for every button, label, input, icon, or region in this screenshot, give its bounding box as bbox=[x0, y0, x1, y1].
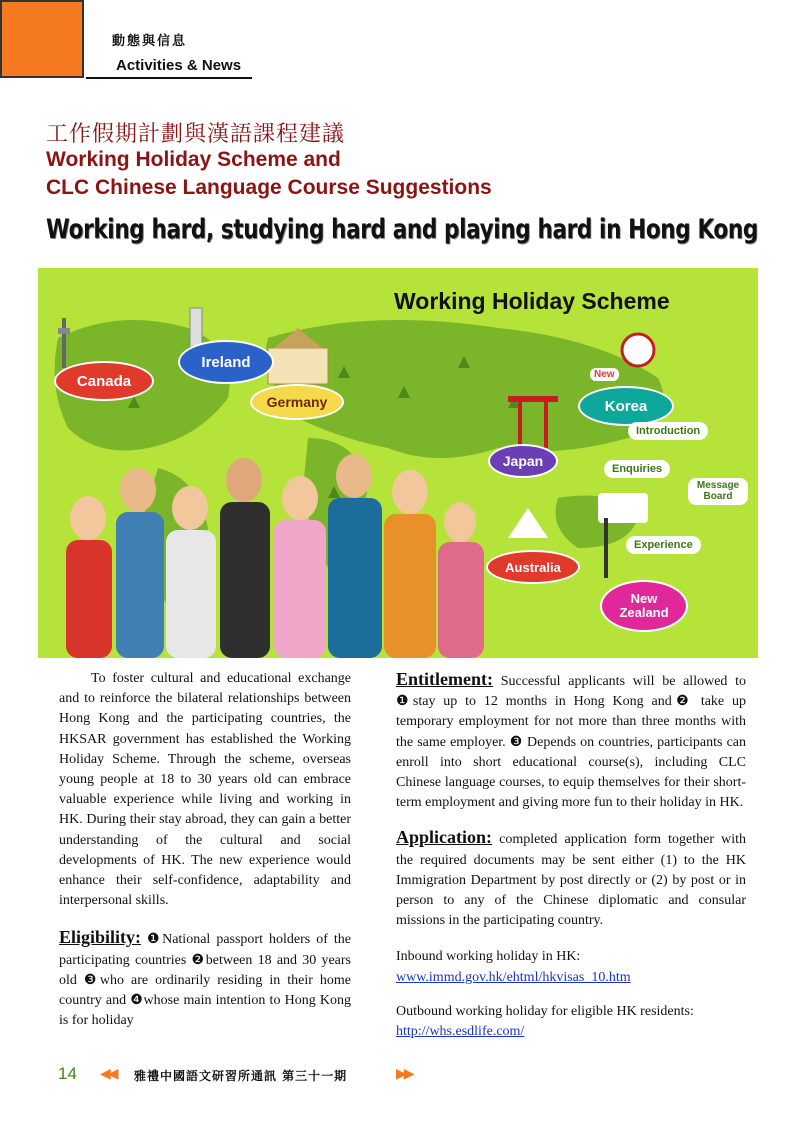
page-number: 14 bbox=[58, 1064, 77, 1083]
country-bubble-new-zealand bbox=[600, 580, 688, 632]
header-divider bbox=[86, 77, 252, 79]
section-title-cn: 動態與信息 bbox=[112, 34, 188, 49]
inbound-label: Inbound working holiday in HK: bbox=[396, 949, 581, 965]
country-bubble-japan: Japan bbox=[488, 444, 558, 478]
application-text: completed application form together with the required documents may be sent either (1) to the HK Immigration Department by post directly or (2) by post or in person to any of the Chinese diplomatic and consular missions in the participating country. bbox=[396, 832, 747, 929]
corner-color-block bbox=[0, 0, 84, 78]
arrow-left-icon: ◀◀ bbox=[100, 1067, 116, 1082]
feature-introduction: Introduction bbox=[628, 422, 708, 440]
entitlement-text: Successful applicants will be allowed to ❶stay up to 12 months in Hong Kong and❷ take up temporary employment for not more than three months with the same employer. ❸ Depends on countries, participants can enroll into short educational course(s), including CLC Chinese language courses, to equip themselves for their short-term employment and giving more fun to their holiday in HK. bbox=[396, 674, 746, 811]
new-zealand-label: New Zealand bbox=[619, 591, 669, 620]
tagline: Working hard, studying hard and playing hard in Hong Kong bbox=[46, 214, 758, 245]
entitlement-paragraph bbox=[396, 669, 746, 813]
feature-message-board: Message Board bbox=[688, 478, 748, 505]
country-bubble-ireland: Ireland bbox=[178, 340, 274, 384]
article-title-cn: 工作假期計劃與漢語課程建議 bbox=[46, 122, 346, 147]
inbound-link[interactable]: www.immd.gov.hk/ehtml/hkvisas_10.htm bbox=[396, 969, 631, 985]
scheme-heading: Working Holiday Scheme bbox=[394, 288, 670, 314]
country-bubble-germany: Germany bbox=[250, 384, 344, 420]
feature-enquiries: Enquiries bbox=[604, 460, 670, 478]
feature-experience: Experience bbox=[626, 536, 701, 554]
outbound-link[interactable]: http://whs.esdlife.com/ bbox=[396, 1024, 525, 1040]
outbound-label: Outbound working holiday for eligible HK residents: bbox=[396, 1003, 694, 1019]
working-holiday-illustration bbox=[38, 268, 758, 658]
right-column bbox=[396, 669, 746, 1042]
application-heading: Application: bbox=[396, 827, 493, 848]
entitlement-heading: Entitlement: bbox=[396, 669, 493, 689]
eligibility-paragraph bbox=[59, 927, 351, 1031]
country-bubble-korea: Korea bbox=[578, 386, 674, 426]
article-title-en-line2: CLC Chinese Language Course Suggestions bbox=[46, 176, 492, 199]
country-bubble-canada: Canada bbox=[54, 361, 154, 401]
new-badge: New bbox=[590, 368, 619, 381]
left-column bbox=[59, 669, 351, 1031]
article-title-en-line1: Working Holiday Scheme and bbox=[46, 148, 341, 171]
arrow-right-icon: ▶▶ bbox=[396, 1067, 412, 1082]
publication-title: 雅禮中國語文研習所通訊 第三十一期 bbox=[134, 1069, 348, 1083]
eligibility-heading: Eligibility: bbox=[59, 927, 142, 948]
intro-paragraph: To foster cultural and educational exchange and to reinforce the bilateral relationships between Hong Kong and the participating countries, the HKSAR government has established the Working Holiday Scheme. Through the scheme, overseas young people at 18 to 30 years old can embrace valuable experience while living and working in HK. During their stay abroad, they can gain a better understanding of the cultural and social developments of HK. The new experience would enhance their self-confidence, adaptability and interpersonal skills. bbox=[59, 671, 351, 909]
country-bubble-australia: Australia bbox=[486, 550, 580, 584]
section-title-en: Activities & News bbox=[116, 57, 242, 74]
eligibility-text: ❶National passport holders of the participating countries ❷between 18 and 30 years old ❸who are ordinarily residing in their home country and ❹whose main intention to Hong Kong is for holiday bbox=[59, 932, 351, 1029]
application-paragraph bbox=[396, 827, 746, 931]
